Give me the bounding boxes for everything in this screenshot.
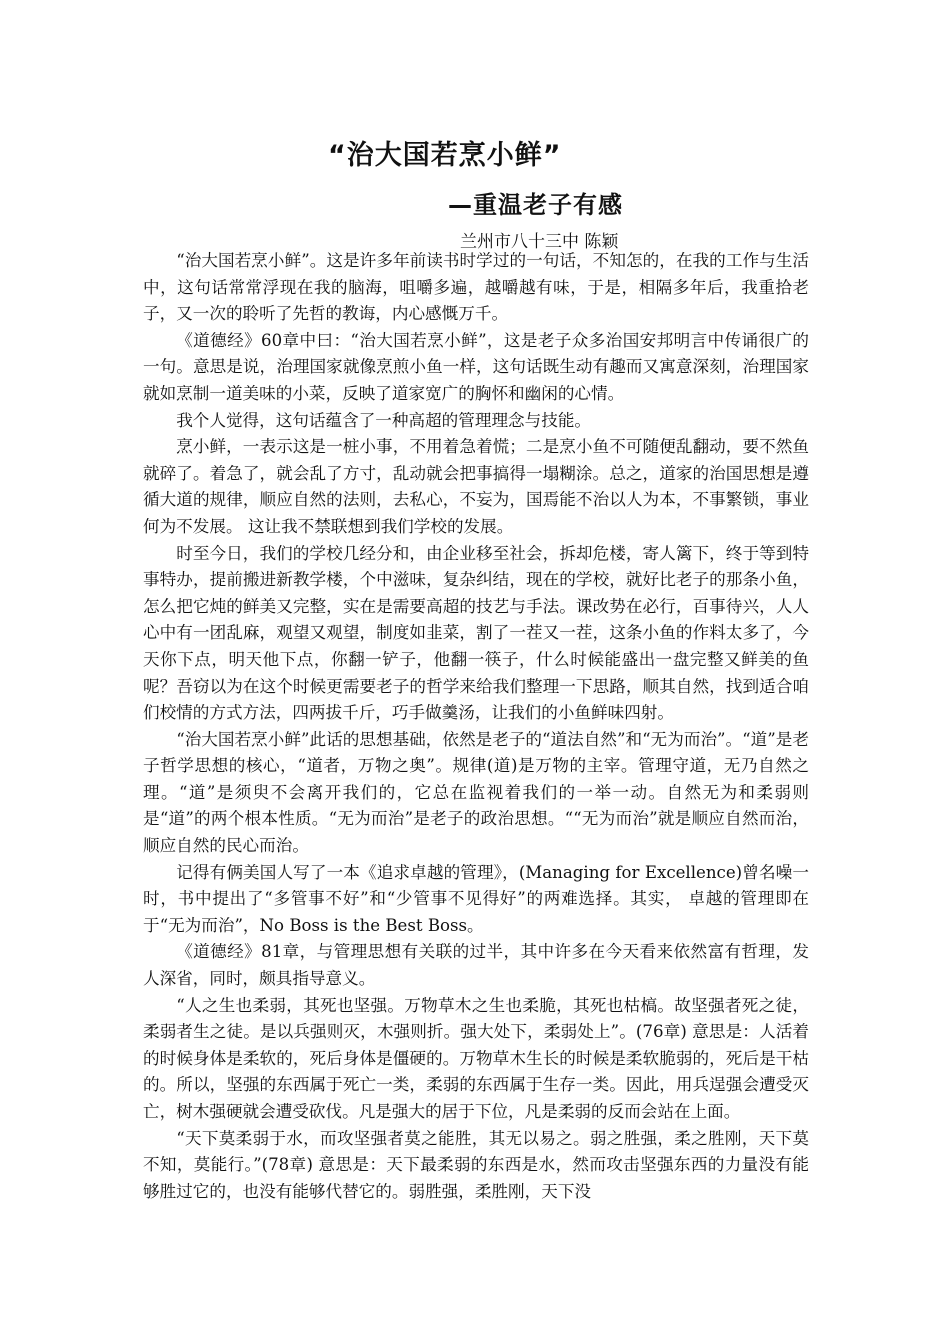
paragraph: 《道德经》60章中曰：“治大国若烹小鲜”，这是老子众多治国安邦明言中传诵很广的一句。意思是说，治理国家就像烹煎小鱼一样，这句话既生动有趣而又寓意深刻，治理国家就如烹制一道美味的小菜，反映了道家宽广的胸怀和幽闲的心情。 [143,330,809,403]
author-line: 兰州市八十三中 陈颖 [460,232,619,252]
paragraph: 时至今日，我们的学校几经分和，由企业移至社会，拆却危楼，寄人篱下，终于等到特事特办，提前搬进新教学楼，个中滋味，复杂纠结，现在的学校，就好比老子的那条小鱼， 怎么把它炖的鲜美又完整，实在是需要高超的技艺与手法。课改势在必行，百事待兴，人人心中有一团乱麻，观望又观望，制度如韭菜，割了一茬又一茬，这条小鱼的作料太多了，今天你下点，明天他下点，你翻一铲子，他翻一筷子，什么时候能盛出一盘完整又鲜美的鱼呢？吾窃以为在这个时候更需要老子的哲学来给我们整理一下思路，顺其自然，找到适合咱们校情的方式方法，四两拔千斤，巧手做羹汤，让我们的小鱼鲜味四射。 [143,543,809,723]
document-subtitle: —重温老子有感 [448,191,623,219]
article-body [143,248,809,1205]
paragraph: 《道德经》81章，与管理思想有关联的过半，其中许多在今天看来依然富有哲理，发人深省，同时，颇具指导意义。 [143,942,809,989]
paragraph: 我个人觉得，这句话蕴含了一种高超的管理理念与技能。 [176,410,592,430]
paragraph: 烹小鲜，一表示这是一桩小事，不用着急着慌；二是烹小鱼不可随便乱翻动，要不然鱼就碎了。着急了，就会乱了方寸，乱动就会把事搞得一塌糊涂。总之，道家的治国思想是遵循大道的规律，顺应自然的法则，去私心，不妄为，国焉能不治以人为本，不事繁锁，事业何为不发展。 这让我不禁联想到我们学校的发展。 [143,437,809,536]
paragraph: 记得有俩美国人写了一本《追求卓越的管理》，(Managing for Excellence)曾名噪一时，书中提出了“多管事不好”和“少管事不见得好”的两难选择。其实， 卓越的管理即在于“无为而治”，No Boss is the Best Boss。 [143,862,809,935]
paragraph: “治大国若烹小鲜”此话的思想基础，依然是老子的“道法自然”和“无为而治”。“道”是老子哲学思想的核心，“道者，万物之奥”。规律(道)是万物的主宰。管理守道，无乃自然之理。“道”是须臾不会离开我们的，它总在监视着我们的一举一动。自然无为和柔弱则是“道”的两个根本性质。“无为而治”是老子的政治思想。““无为而治”就是顺应自然而治，顺应自然的民心而治。 [143,729,809,856]
quoted-paragraph: “天下莫柔弱于水，而攻坚强者莫之能胜，其无以易之。弱之胜强，柔之胜刚，天下莫不知，莫能行。”(78章) 意思是：天下最柔弱的东西是水，然而攻击坚强东西的力量没有能够胜过它的，也没有能够代替它的。弱胜强，柔胜刚，天下没 [143,1128,809,1201]
document-title: “治大国若烹小鲜” [328,140,562,171]
paragraph: “治大国若烹小鲜”。这是许多年前读书时学过的一句话，不知怎的，在我的工作与生活中，这句话常常浮现在我的脑海，咀嚼多遍，越嚼越有味，于是，相隔多年后，我重拾老子，又一次的聆听了先哲的教诲，内心感慨万千。 [143,251,809,324]
quoted-paragraph: “人之生也柔弱，其死也坚强。万物草木之生也柔脆，其死也枯槁。故坚强者死之徒，柔弱者生之徒。是以兵强则灭，木强则折。强大处下，柔弱处上”。(76章) 意思是：人活着的时候身体是柔软的，死后身体是僵硬的。万物草木生长的时候是柔软脆弱的，死后是干枯的。所以，坚强的东西属于死亡一类，柔弱的东西属于生存一类。因此，用兵逞强会遭受灭亡，树木强硬就会遭受砍伐。凡是强大的居于下位，凡是柔弱的反而会站在上面。 [143,995,809,1121]
